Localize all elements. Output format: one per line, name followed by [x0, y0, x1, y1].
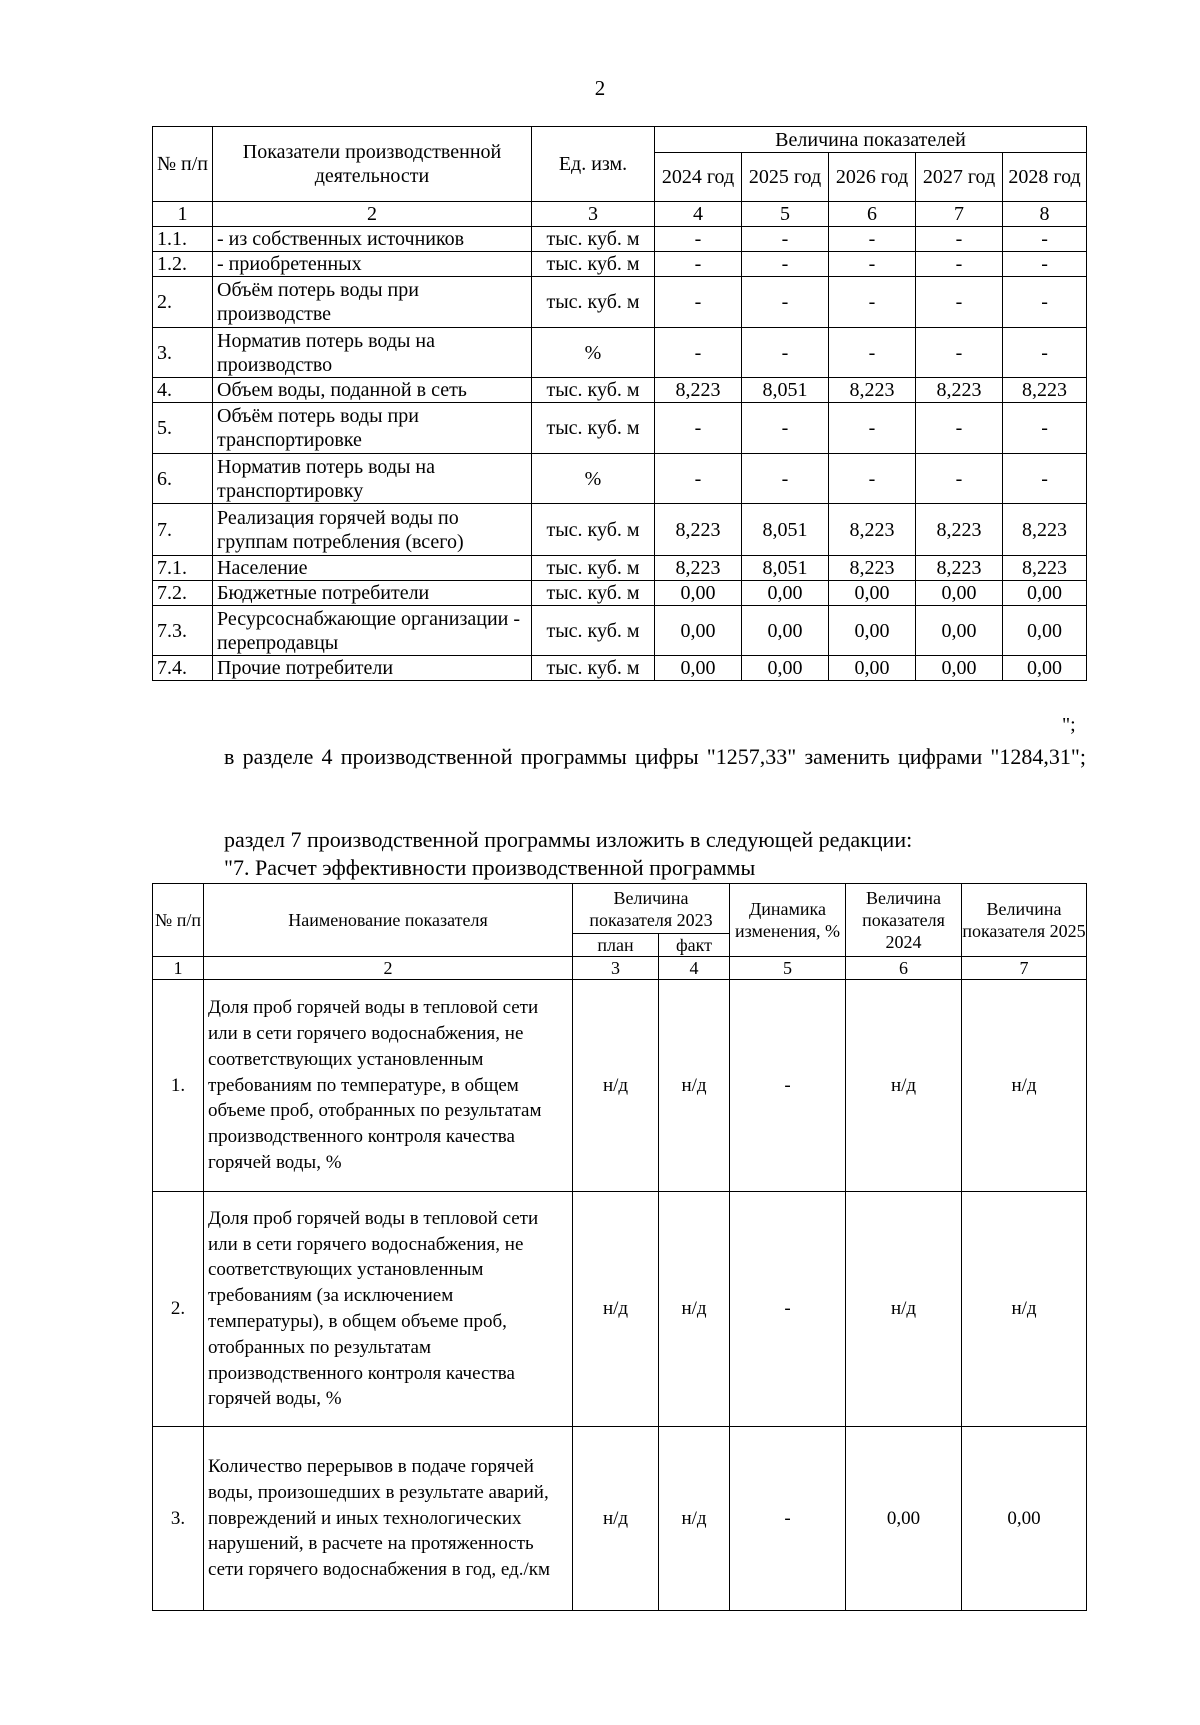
value-cell: - — [916, 328, 1003, 378]
header-year: 2026 год — [829, 153, 916, 202]
header-num: № п/п — [153, 884, 204, 957]
value-cell: - — [1003, 403, 1087, 454]
value-cell: 8,223 — [1003, 556, 1087, 581]
indicator-name: Ресурсоснабжающие организации - перепродавцы — [213, 606, 532, 656]
table-row — [153, 581, 1087, 606]
row-number: 3. — [153, 1427, 204, 1611]
value-cell: - — [829, 277, 916, 328]
value-cell: 0,00 — [742, 606, 829, 656]
table-row — [153, 227, 1087, 252]
col-number: 8 — [1003, 202, 1087, 227]
table-row — [153, 252, 1087, 277]
value-cell: 0,00 — [655, 606, 742, 656]
indicator-name: Объём потерь воды при транспортировке — [213, 403, 532, 454]
unit-cell: тыс. куб. м — [532, 378, 655, 403]
header-indicator-name: Наименование показателя — [204, 884, 573, 957]
value-cell: - — [916, 252, 1003, 277]
header-unit: Ед. изм. — [532, 127, 655, 202]
value-cell: - — [742, 252, 829, 277]
col-number: 1 — [153, 957, 204, 980]
value-cell: 8,223 — [829, 556, 916, 581]
value-cell: 0,00 — [916, 606, 1003, 656]
row-number: 7.4. — [153, 656, 213, 681]
value-cell: - — [916, 227, 1003, 252]
value-cell: - — [655, 454, 742, 504]
value-2024: 0,00 — [846, 1427, 962, 1611]
indicator-name: Доля проб горячей воды в тепловой сети или в сети горячего водоснабжения, не соответствующих установленным требованиям по температуре, в общем объеме проб, отобранных по результатам производственного контроля качества горячей воды, % — [204, 980, 573, 1192]
value-cell: - — [655, 328, 742, 378]
value-cell: 0,00 — [1003, 581, 1087, 606]
table-row — [153, 980, 1087, 1192]
value-cell: - — [829, 227, 916, 252]
table-row — [153, 656, 1087, 681]
value-cell: 8,223 — [829, 504, 916, 556]
header-num: № п/п — [153, 127, 213, 202]
value-cell: 0,00 — [916, 656, 1003, 681]
table-row — [153, 378, 1087, 403]
value-cell: 8,051 — [742, 556, 829, 581]
value-cell: 0,00 — [829, 656, 916, 681]
value-cell: - — [1003, 454, 1087, 504]
value-cell: 0,00 — [916, 581, 1003, 606]
col-number: 7 — [962, 957, 1087, 980]
header-indicator: Показатели производственной деятельности — [213, 127, 532, 202]
unit-cell: тыс. куб. м — [532, 277, 655, 328]
value-cell: 0,00 — [655, 581, 742, 606]
header-year: 2025 год — [742, 153, 829, 202]
paragraph-section-7: раздел 7 производственной программы изложить в следующей редакции: — [224, 827, 913, 852]
fact-value: н/д — [659, 1192, 730, 1427]
fact-value: н/д — [659, 980, 730, 1192]
indicator-name: Норматив потерь воды на производство — [213, 328, 532, 378]
value-cell: 8,223 — [916, 556, 1003, 581]
indicator-name: - приобретенных — [213, 252, 532, 277]
value-cell: 0,00 — [1003, 656, 1087, 681]
unit-cell: тыс. куб. м — [532, 606, 655, 656]
table-row — [153, 1192, 1087, 1427]
row-number: 1.1. — [153, 227, 213, 252]
production-indicators-table — [152, 126, 1087, 681]
col-number: 3 — [573, 957, 659, 980]
value-2025: н/д — [962, 1192, 1087, 1427]
dynamics-value: - — [730, 980, 846, 1192]
row-number: 4. — [153, 378, 213, 403]
unit-cell: тыс. куб. м — [532, 504, 655, 556]
indicator-name: Реализация горячей воды по группам потребления (всего) — [213, 504, 532, 556]
col-number: 6 — [829, 202, 916, 227]
row-number: 1.2. — [153, 252, 213, 277]
unit-cell: тыс. куб. м — [532, 227, 655, 252]
table-row — [153, 454, 1087, 504]
row-number: 7.2. — [153, 581, 213, 606]
quote-end-mark: "; — [1062, 714, 1076, 736]
indicator-name: Бюджетные потребители — [213, 581, 532, 606]
unit-cell: тыс. куб. м — [532, 556, 655, 581]
indicator-name: Объем воды, поданной в сеть — [213, 378, 532, 403]
value-cell: 0,00 — [829, 606, 916, 656]
col-number: 1 — [153, 202, 213, 227]
value-cell: 0,00 — [829, 581, 916, 606]
value-cell: - — [742, 403, 829, 454]
plan-value: н/д — [573, 1427, 659, 1611]
fact-value: н/д — [659, 1427, 730, 1611]
plan-value: н/д — [573, 980, 659, 1192]
row-number: 7. — [153, 504, 213, 556]
header-value-2023: Величина показателя 2023 — [573, 884, 730, 934]
value-cell: - — [916, 403, 1003, 454]
page-number: 2 — [594, 76, 606, 100]
value-cell: - — [829, 252, 916, 277]
value-2025: 0,00 — [962, 1427, 1087, 1611]
value-cell: 8,223 — [655, 556, 742, 581]
paragraph-section-4: в разделе 4 производственной программы цифры "1257,33" заменить цифрами "1284,31"; — [224, 744, 1086, 769]
section-7-title: "7. Расчет эффективности производственной программы — [224, 855, 756, 880]
header-values-group: Величина показателей — [655, 127, 1087, 153]
col-number: 4 — [655, 202, 742, 227]
plan-value: н/д — [573, 1192, 659, 1427]
table-row — [153, 328, 1087, 378]
unit-cell: % — [532, 328, 655, 378]
value-cell: 0,00 — [742, 581, 829, 606]
table-row — [153, 504, 1087, 556]
value-cell: - — [655, 227, 742, 252]
value-cell: - — [742, 227, 829, 252]
col-number: 3 — [532, 202, 655, 227]
row-number: 5. — [153, 403, 213, 454]
value-cell: 0,00 — [655, 656, 742, 681]
value-cell: 8,223 — [655, 378, 742, 403]
value-cell: 8,223 — [655, 504, 742, 556]
indicator-name: Объём потерь воды при производстве — [213, 277, 532, 328]
value-cell: 8,223 — [829, 378, 916, 403]
value-cell: - — [742, 277, 829, 328]
header-plan: план — [573, 934, 659, 957]
table-row — [153, 1427, 1087, 1611]
header-value-2024: Величина показателя 2024 — [846, 884, 962, 957]
value-cell: - — [1003, 252, 1087, 277]
header-value-2025: Величина показателя 2025 — [962, 884, 1087, 957]
unit-cell: тыс. куб. м — [532, 252, 655, 277]
col-number: 4 — [659, 957, 730, 980]
value-2025: н/д — [962, 980, 1087, 1192]
value-2024: н/д — [846, 1192, 962, 1427]
value-2024: н/д — [846, 980, 962, 1192]
unit-cell: тыс. куб. м — [532, 403, 655, 454]
indicator-name: Население — [213, 556, 532, 581]
table-row — [153, 403, 1087, 454]
col-number: 5 — [742, 202, 829, 227]
table-row — [153, 606, 1087, 656]
indicator-name: Доля проб горячей воды в тепловой сети или в сети горячего водоснабжения, не соответствующих установленным требованиям (за исключением температуры), в общем объеме проб, отобранных по результатам производственного контроля качества горячей воды, % — [204, 1192, 573, 1427]
col-number: 2 — [204, 957, 573, 980]
indicator-name: Норматив потерь воды на транспортировку — [213, 454, 532, 504]
value-cell: - — [655, 252, 742, 277]
row-number: 2. — [153, 277, 213, 328]
value-cell: 8,051 — [742, 378, 829, 403]
efficiency-table — [152, 883, 1087, 1611]
header-year: 2024 год — [655, 153, 742, 202]
unit-cell: % — [532, 454, 655, 504]
row-number: 7.3. — [153, 606, 213, 656]
dynamics-value: - — [730, 1427, 846, 1611]
value-cell: 8,223 — [1003, 378, 1087, 403]
value-cell: 8,051 — [742, 504, 829, 556]
col-number: 7 — [916, 202, 1003, 227]
value-cell: - — [742, 454, 829, 504]
row-number: 2. — [153, 1192, 204, 1427]
header-year: 2027 год — [916, 153, 1003, 202]
value-cell: 0,00 — [742, 656, 829, 681]
value-cell: 8,223 — [1003, 504, 1087, 556]
table-row — [153, 277, 1087, 328]
value-cell: 8,223 — [916, 378, 1003, 403]
value-cell: - — [655, 403, 742, 454]
value-cell: - — [916, 277, 1003, 328]
col-number: 6 — [846, 957, 962, 980]
value-cell: - — [829, 328, 916, 378]
value-cell: - — [655, 277, 742, 328]
row-number: 7.1. — [153, 556, 213, 581]
value-cell: 0,00 — [1003, 606, 1087, 656]
indicator-name: Прочие потребители — [213, 656, 532, 681]
row-number: 3. — [153, 328, 213, 378]
header-dynamics: Динамика изменения, % — [730, 884, 846, 957]
dynamics-value: - — [730, 1192, 846, 1427]
header-year: 2028 год — [1003, 153, 1087, 202]
value-cell: 8,223 — [916, 504, 1003, 556]
col-number: 5 — [730, 957, 846, 980]
unit-cell: тыс. куб. м — [532, 656, 655, 681]
value-cell: - — [1003, 277, 1087, 328]
table-row — [153, 556, 1087, 581]
unit-cell: тыс. куб. м — [532, 581, 655, 606]
indicator-name: Количество перерывов в подаче горячей воды, произошедших в результате аварий, повреждений и иных технологических нарушений, в расчете на протяженность сети горячего водоснабжения в год, ед./км — [204, 1427, 573, 1611]
row-number: 6. — [153, 454, 213, 504]
value-cell: - — [829, 403, 916, 454]
value-cell: - — [829, 454, 916, 504]
value-cell: - — [1003, 227, 1087, 252]
value-cell: - — [1003, 328, 1087, 378]
indicator-name: - из собственных источников — [213, 227, 532, 252]
row-number: 1. — [153, 980, 204, 1192]
value-cell: - — [916, 454, 1003, 504]
col-number: 2 — [213, 202, 532, 227]
header-fact: факт — [659, 934, 730, 957]
value-cell: - — [742, 328, 829, 378]
